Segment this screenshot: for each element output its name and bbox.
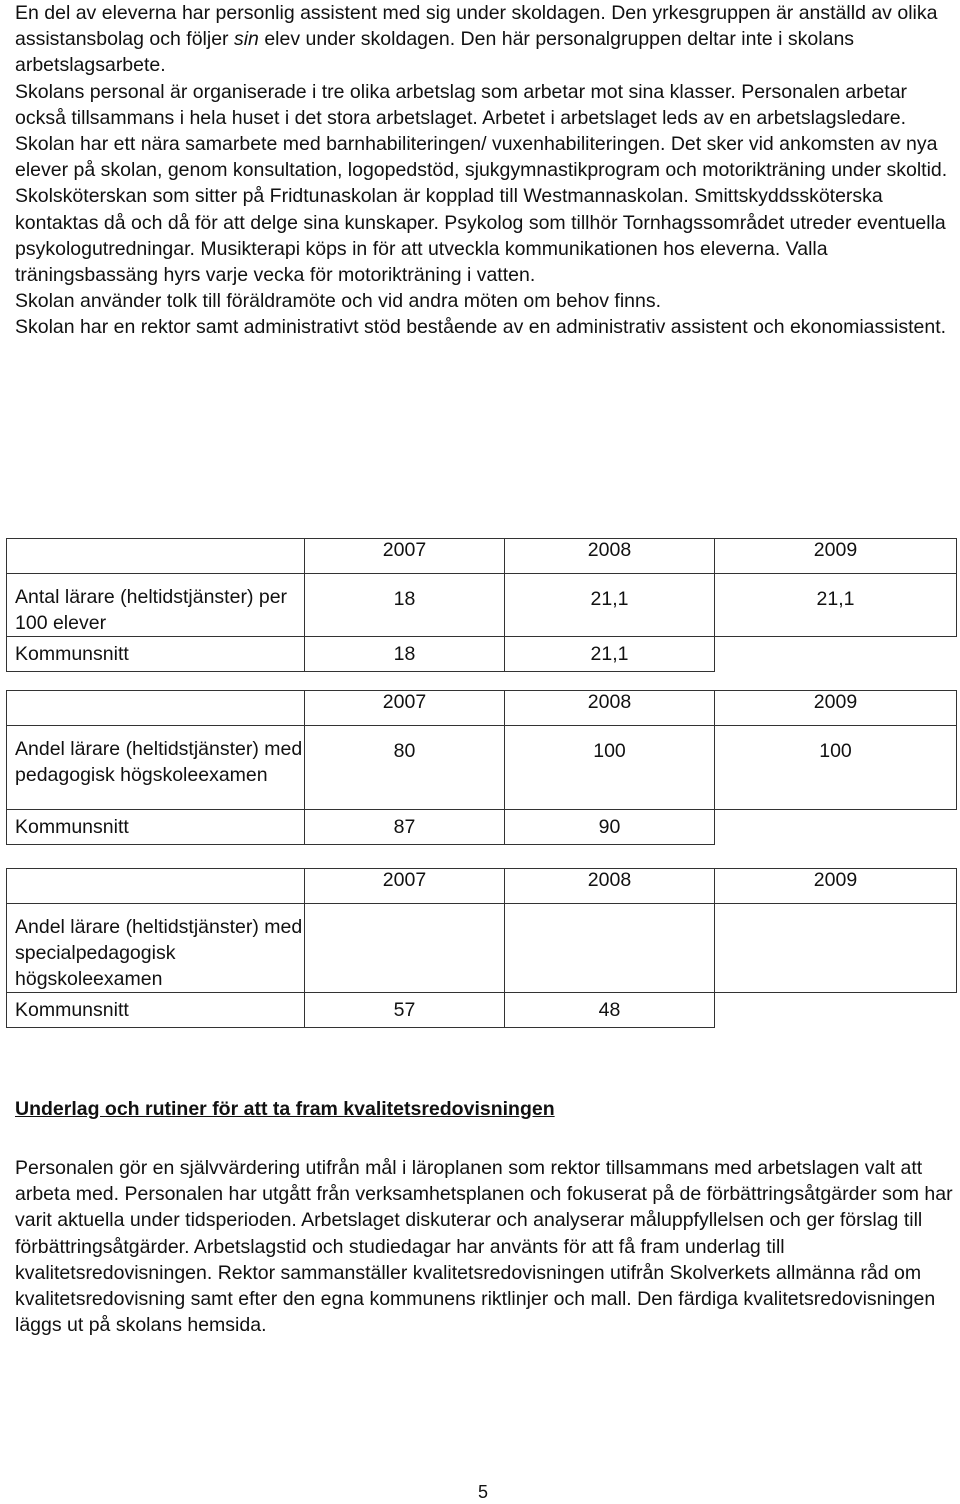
value-cell	[715, 904, 957, 993]
average-value: 21,1	[505, 637, 715, 672]
intro-paragraph-1: En del av eleverna har personlig assistent med sig under skoldagen. Den yrkesgruppen är anställd av olika assistansbolag och följer sin elev under skoldagen. Den här personalgruppen deltar inte i skolans arbetslagsarbete.	[15, 2, 938, 77]
row-label: Andel lärare (heltidstjänster) med specialpedagogisk högskoleexamen	[7, 904, 305, 993]
year-header: 2009	[715, 539, 957, 574]
average-label: Kommunsnitt	[7, 993, 305, 1028]
intro-paragraph-2: Skolans personal är organiserade i tre olika arbetslag som arbetar mot sina klasser. Personalen arbetar också tillsammans i hela huset i det stora arbetslaget. Arbetet i arbetslaget leds av en arbetslagsledare.	[15, 80, 908, 129]
intro-text	[15, 0, 955, 341]
value-cell: 18	[305, 574, 505, 637]
value-cell	[505, 904, 715, 993]
special-pedagogic-degree-table	[6, 868, 957, 1028]
year-header: 2008	[505, 869, 715, 904]
intro-paragraph-3: Skolan har ett nära samarbete med barnhabiliteringen/ vuxenhabiliteringen. Det sker vid ankomsten av nya elever på skolan, genom konsultation, logopedstöd, sjukgymnastikprogram och motorikträning under skoltid. Skolsköterskan som sitter på Fridtunaskolan är kopplad till Westmannaskolan. Smittskyddssköterska kontaktas då och då för att delge sina kunskaper. Psykolog som tillhör Tornhagssområdet utreder eventuella psykologutredningar. Musikterapi köps in för att utveckla kommunikationen hos eleverna. Valla träningsbassäng hyrs varje vecka för motorikträning i vatten.	[15, 133, 948, 287]
year-header: 2009	[715, 691, 957, 726]
average-value: 48	[505, 993, 715, 1028]
row-label: Antal lärare (heltidstjänster) per 100 elever	[7, 574, 305, 637]
section-body: Personalen gör en självvärdering utifrån mål i läroplanen som rektor tillsammans med arbetslagen valt att arbeta med. Personalen har utgått från verksamhetsplanen och fokuserat på de förbättringsåtgärder som har varit aktuella under tidsperioden. Arbetslaget diskuterar och analyserar måluppfyllelsen och ger förslag till förbättringsåtgärder. Arbetslagstid och studiedagar har använts för att få fram underlag till kvalitetsredovisningen. Rektor sammanställer kvalitetsredovisningen utifrån Skolverkets allmänna råd om kvalitetsredovisning samt efter den egna kommunens riktlinjer och mall. Den färdiga kvalitetsredovisningen läggs ut på skolans hemsida.	[15, 1157, 953, 1337]
value-cell: 100	[715, 726, 957, 810]
average-value: 90	[505, 810, 715, 845]
value-cell	[305, 904, 505, 993]
empty-cell	[715, 993, 957, 1028]
average-label: Kommunsnitt	[7, 637, 305, 672]
teachers-per-100-table	[6, 538, 957, 672]
value-cell: 100	[505, 726, 715, 810]
year-header: 2007	[305, 869, 505, 904]
year-header: 2008	[505, 539, 715, 574]
header-empty	[7, 539, 305, 574]
year-header: 2007	[305, 691, 505, 726]
pedagogic-degree-table	[6, 690, 957, 845]
average-label: Kommunsnitt	[7, 810, 305, 845]
header-empty	[7, 869, 305, 904]
average-value: 18	[305, 637, 505, 672]
value-cell: 21,1	[715, 574, 957, 637]
section-heading: Underlag och rutiner för att ta fram kvalitetsredovisningen	[15, 1098, 555, 1120]
value-cell: 21,1	[505, 574, 715, 637]
average-value: 57	[305, 993, 505, 1028]
year-header: 2009	[715, 869, 957, 904]
year-header: 2008	[505, 691, 715, 726]
value-cell: 80	[305, 726, 505, 810]
year-header: 2007	[305, 539, 505, 574]
row-label: Andel lärare (heltidstjänster) med pedagogisk högskoleexamen	[7, 726, 305, 810]
empty-cell	[715, 637, 957, 672]
header-empty	[7, 691, 305, 726]
intro-paragraph-4: Skolan använder tolk till föräldramöte och vid andra möten om behov finns.	[15, 290, 662, 313]
intro-paragraph-5: Skolan har en rektor samt administrativt stöd bestående av en administrativ assistent och ekonomiassistent.	[15, 316, 947, 339]
average-value: 87	[305, 810, 505, 845]
empty-cell	[715, 810, 957, 845]
page-number: 5	[478, 1482, 489, 1502]
